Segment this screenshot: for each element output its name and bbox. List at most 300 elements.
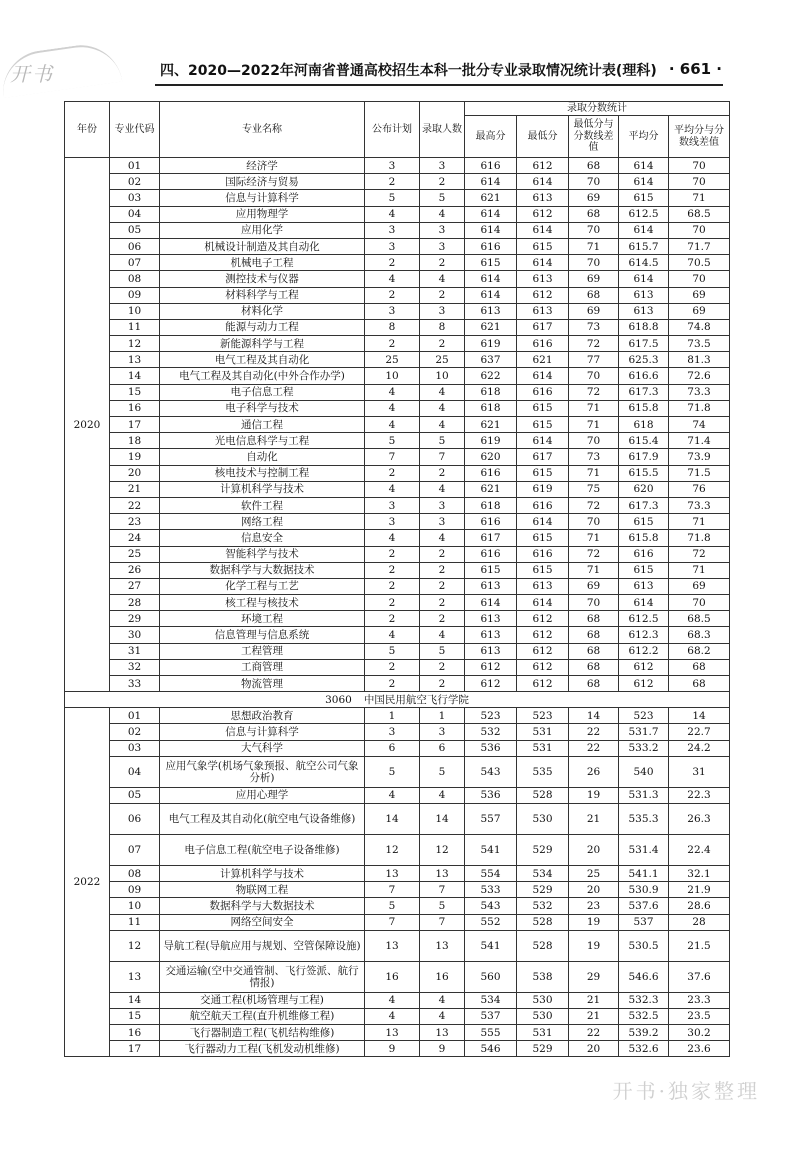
cell-min-diff: 21 (569, 992, 619, 1008)
cell-min: 613 (517, 578, 569, 594)
col-code: 专业代码 (110, 102, 160, 158)
cell-max: 616 (465, 465, 517, 481)
cell-plan: 2 (365, 659, 420, 675)
table-row (65, 611, 730, 627)
cell-min-diff: 70 (569, 174, 619, 190)
cell-avg-diff: 72 (669, 546, 730, 562)
cell-min-diff: 69 (569, 303, 619, 319)
section-2022 (65, 708, 730, 1057)
page-title: 四、2020—2022年河南省普通高校招生本科一批分专业录取情况统计表(理科) (160, 63, 657, 79)
cell-avg-diff: 22.7 (669, 724, 730, 740)
cell-max: 621 (465, 319, 517, 335)
cell-plan: 8 (365, 319, 420, 335)
cell-admitted: 3 (420, 497, 465, 513)
cell-code: 13 (110, 352, 160, 368)
cell-avg-diff: 69 (669, 578, 730, 594)
cell-code: 19 (110, 449, 160, 465)
cell-min-diff: 70 (569, 433, 619, 449)
cell-admitted: 2 (420, 255, 465, 271)
cell-code: 11 (110, 914, 160, 930)
cell-min-diff: 77 (569, 352, 619, 368)
cell-avg-diff: 68 (669, 659, 730, 675)
table-row (65, 930, 730, 961)
cell-name: 材料化学 (160, 303, 365, 319)
table-row (65, 190, 730, 206)
cell-min: 612 (517, 659, 569, 675)
col-avg-diff: 平均分与分数线差值 (669, 116, 730, 158)
cell-plan: 4 (365, 417, 420, 433)
publisher-logo: 开书 (10, 62, 54, 86)
cell-avg-diff: 71.4 (669, 433, 730, 449)
cell-code: 08 (110, 865, 160, 881)
cell-min: 614 (517, 514, 569, 530)
cell-plan: 2 (365, 611, 420, 627)
cell-name: 国际经济与贸易 (160, 174, 365, 190)
cell-min-diff: 70 (569, 595, 619, 611)
cell-admitted: 7 (420, 449, 465, 465)
cell-min-diff: 69 (569, 578, 619, 594)
cell-max: 555 (465, 1025, 517, 1041)
cell-code: 06 (110, 803, 160, 834)
cell-avg: 616 (619, 546, 669, 562)
cell-min-diff: 69 (569, 271, 619, 287)
cell-min: 612 (517, 627, 569, 643)
cell-avg-diff: 73.3 (669, 384, 730, 400)
cell-min-diff: 70 (569, 222, 619, 238)
cell-avg: 532.6 (619, 1041, 669, 1057)
cell-avg-diff: 71 (669, 190, 730, 206)
cell-plan: 9 (365, 1041, 420, 1057)
cell-name: 数据科学与大数据技术 (160, 898, 365, 914)
cell-avg: 614 (619, 222, 669, 238)
cell-avg: 625.3 (619, 352, 669, 368)
cell-avg-diff: 71 (669, 514, 730, 530)
cell-min-diff: 68 (569, 627, 619, 643)
cell-plan: 3 (365, 238, 420, 254)
cell-admitted: 3 (420, 238, 465, 254)
cell-admitted: 2 (420, 595, 465, 611)
table-row (65, 898, 730, 914)
cell-code: 13 (110, 961, 160, 992)
table-row (65, 465, 730, 481)
cell-max: 541 (465, 834, 517, 865)
cell-code: 18 (110, 433, 160, 449)
cell-plan: 7 (365, 449, 420, 465)
section-2020 (65, 158, 730, 692)
cell-max: 613 (465, 303, 517, 319)
cell-code: 12 (110, 336, 160, 352)
cell-min-diff: 68 (569, 611, 619, 627)
cell-max: 536 (465, 740, 517, 756)
cell-code: 10 (110, 898, 160, 914)
cell-code: 07 (110, 255, 160, 271)
cell-min-diff: 20 (569, 1041, 619, 1057)
cell-avg-diff: 30.2 (669, 1025, 730, 1041)
cell-plan: 16 (365, 961, 420, 992)
cell-name: 环境工程 (160, 611, 365, 627)
cell-avg: 615.7 (619, 238, 669, 254)
cell-admitted: 4 (420, 1008, 465, 1024)
cell-code: 24 (110, 530, 160, 546)
cell-name: 信息与计算科学 (160, 190, 365, 206)
cell-name: 飞行器动力工程(飞机发动机维修) (160, 1041, 365, 1057)
cell-avg: 613 (619, 578, 669, 594)
institution-code: 3060 (325, 693, 352, 706)
cell-admitted: 5 (420, 898, 465, 914)
cell-min: 614 (517, 595, 569, 611)
table-row (65, 961, 730, 992)
cell-plan: 5 (365, 756, 420, 787)
cell-min: 616 (517, 546, 569, 562)
cell-code: 15 (110, 1008, 160, 1024)
cell-avg-diff: 22.4 (669, 834, 730, 865)
cell-avg-diff: 68.5 (669, 611, 730, 627)
cell-avg-diff: 70 (669, 222, 730, 238)
cell-admitted: 8 (420, 319, 465, 335)
cell-code: 08 (110, 271, 160, 287)
cell-plan: 5 (365, 643, 420, 659)
cell-code: 32 (110, 659, 160, 675)
cell-max: 543 (465, 756, 517, 787)
cell-admitted: 4 (420, 627, 465, 643)
cell-admitted: 4 (420, 271, 465, 287)
cell-plan: 2 (365, 595, 420, 611)
cell-min-diff: 73 (569, 319, 619, 335)
cell-min: 615 (517, 238, 569, 254)
cell-admitted: 13 (420, 865, 465, 881)
col-min: 最低分 (517, 116, 569, 158)
cell-plan: 4 (365, 992, 420, 1008)
cell-plan: 4 (365, 530, 420, 546)
cell-plan: 2 (365, 465, 420, 481)
cell-min-diff: 68 (569, 643, 619, 659)
cell-avg-diff: 21.5 (669, 930, 730, 961)
table-row (65, 336, 730, 352)
cell-plan: 6 (365, 740, 420, 756)
cell-admitted: 13 (420, 930, 465, 961)
cell-name: 经济学 (160, 158, 365, 174)
cell-code: 11 (110, 319, 160, 335)
cell-avg-diff: 68 (669, 676, 730, 692)
header-rule (155, 84, 723, 86)
cell-code: 31 (110, 643, 160, 659)
cell-min-diff: 21 (569, 1008, 619, 1024)
cell-name: 核电技术与控制工程 (160, 465, 365, 481)
cell-min-diff: 68 (569, 287, 619, 303)
cell-avg: 539.2 (619, 1025, 669, 1041)
cell-avg-diff: 74 (669, 417, 730, 433)
cell-max: 619 (465, 336, 517, 352)
cell-min-diff: 22 (569, 740, 619, 756)
cell-min: 613 (517, 271, 569, 287)
cell-avg-diff: 76 (669, 481, 730, 497)
table-row (65, 914, 730, 930)
table-row (65, 1008, 730, 1024)
cell-min: 615 (517, 400, 569, 416)
cell-plan: 5 (365, 190, 420, 206)
table-row (65, 708, 730, 724)
table-row (65, 255, 730, 271)
cell-admitted: 4 (420, 417, 465, 433)
table-row (65, 803, 730, 834)
cell-admitted: 2 (420, 465, 465, 481)
col-plan: 公布计划 (365, 102, 420, 158)
cell-min-diff: 71 (569, 238, 619, 254)
cell-name: 应用化学 (160, 222, 365, 238)
cell-plan: 5 (365, 433, 420, 449)
cell-min: 528 (517, 787, 569, 803)
cell-max: 560 (465, 961, 517, 992)
cell-code: 10 (110, 303, 160, 319)
table-row (65, 433, 730, 449)
cell-admitted: 2 (420, 546, 465, 562)
cell-plan: 10 (365, 368, 420, 384)
cell-min-diff: 68 (569, 206, 619, 222)
institution-row (65, 692, 730, 708)
cell-admitted: 5 (420, 433, 465, 449)
cell-plan: 2 (365, 578, 420, 594)
cell-plan: 4 (365, 206, 420, 222)
cell-min-diff: 68 (569, 659, 619, 675)
cell-min: 614 (517, 255, 569, 271)
table-row (65, 787, 730, 803)
cell-code: 16 (110, 1025, 160, 1041)
cell-min: 529 (517, 1041, 569, 1057)
cell-plan: 2 (365, 562, 420, 578)
cell-name: 信息管理与信息系统 (160, 627, 365, 643)
table-row (65, 676, 730, 692)
cell-admitted: 2 (420, 287, 465, 303)
cell-min: 528 (517, 930, 569, 961)
cell-name: 光电信息科学与工程 (160, 433, 365, 449)
cell-min: 612 (517, 158, 569, 174)
cell-max: 612 (465, 659, 517, 675)
cell-avg: 537.6 (619, 898, 669, 914)
cell-plan: 13 (365, 930, 420, 961)
cell-min-diff: 71 (569, 562, 619, 578)
cell-max: 616 (465, 158, 517, 174)
cell-min-diff: 19 (569, 930, 619, 961)
cell-max: 618 (465, 384, 517, 400)
cell-min: 532 (517, 898, 569, 914)
cell-admitted: 14 (420, 803, 465, 834)
table-row (65, 174, 730, 190)
cell-avg-diff: 73.3 (669, 497, 730, 513)
cell-avg-diff: 21.9 (669, 882, 730, 898)
table-row (65, 724, 730, 740)
cell-avg-diff: 70 (669, 174, 730, 190)
cell-name: 通信工程 (160, 417, 365, 433)
cell-admitted: 2 (420, 562, 465, 578)
cell-admitted: 6 (420, 740, 465, 756)
cell-min-diff: 70 (569, 255, 619, 271)
cell-max: 614 (465, 206, 517, 222)
cell-name: 大气科学 (160, 740, 365, 756)
cell-admitted: 2 (420, 659, 465, 675)
cell-max: 618 (465, 497, 517, 513)
cell-admitted: 10 (420, 368, 465, 384)
cell-avg-diff: 71.7 (669, 238, 730, 254)
cell-min: 615 (517, 562, 569, 578)
cell-min-diff: 26 (569, 756, 619, 787)
table-row (65, 206, 730, 222)
col-max: 最高分 (465, 116, 517, 158)
cell-max: 621 (465, 417, 517, 433)
cell-admitted: 13 (420, 1025, 465, 1041)
table-row (65, 834, 730, 865)
cell-max: 614 (465, 174, 517, 190)
cell-max: 613 (465, 627, 517, 643)
cell-avg-diff: 68.2 (669, 643, 730, 659)
cell-min: 615 (517, 530, 569, 546)
cell-max: 616 (465, 514, 517, 530)
cell-plan: 3 (365, 497, 420, 513)
table-row (65, 303, 730, 319)
cell-min: 612 (517, 287, 569, 303)
cell-min: 621 (517, 352, 569, 368)
cell-admitted: 5 (420, 643, 465, 659)
cell-min-diff: 14 (569, 708, 619, 724)
cell-code: 27 (110, 578, 160, 594)
cell-plan: 3 (365, 158, 420, 174)
cell-min-diff: 68 (569, 676, 619, 692)
cell-avg: 617.3 (619, 384, 669, 400)
cell-plan: 5 (365, 898, 420, 914)
cell-min: 612 (517, 643, 569, 659)
cell-admitted: 4 (420, 992, 465, 1008)
table-row (65, 546, 730, 562)
table-row (65, 222, 730, 238)
cell-code: 01 (110, 158, 160, 174)
table-row (65, 882, 730, 898)
cell-min: 616 (517, 384, 569, 400)
cell-min: 612 (517, 676, 569, 692)
cell-avg-diff: 71.8 (669, 400, 730, 416)
cell-max: 616 (465, 238, 517, 254)
year-cell: 2022 (65, 708, 110, 1057)
cell-avg: 612.5 (619, 611, 669, 627)
cell-code: 04 (110, 206, 160, 222)
cell-min: 538 (517, 961, 569, 992)
cell-max: 554 (465, 865, 517, 881)
cell-name: 应用气象学(机场气象预报、航空公司气象分析) (160, 756, 365, 787)
cell-min-diff: 21 (569, 803, 619, 834)
cell-avg: 532.3 (619, 992, 669, 1008)
cell-admitted: 4 (420, 206, 465, 222)
cell-avg: 541.1 (619, 865, 669, 881)
table-row (65, 1025, 730, 1041)
cell-max: 546 (465, 1041, 517, 1057)
cell-code: 06 (110, 238, 160, 254)
cell-code: 28 (110, 595, 160, 611)
table-row (65, 756, 730, 787)
cell-min-diff: 72 (569, 336, 619, 352)
cell-min: 614 (517, 433, 569, 449)
cell-min: 531 (517, 724, 569, 740)
cell-name: 网络工程 (160, 514, 365, 530)
cell-code: 22 (110, 497, 160, 513)
cell-min: 617 (517, 319, 569, 335)
table-row (65, 319, 730, 335)
cell-name: 智能科学与技术 (160, 546, 365, 562)
cell-min-diff: 72 (569, 497, 619, 513)
cell-min: 616 (517, 497, 569, 513)
cell-max: 552 (465, 914, 517, 930)
cell-avg: 535.3 (619, 803, 669, 834)
cell-avg-diff: 69 (669, 303, 730, 319)
cell-max: 536 (465, 787, 517, 803)
cell-avg: 530.9 (619, 882, 669, 898)
table-row (65, 514, 730, 530)
cell-name: 应用物理学 (160, 206, 365, 222)
cell-name: 机械设计制造及其自动化 (160, 238, 365, 254)
cell-min-diff: 70 (569, 368, 619, 384)
col-name: 专业名称 (160, 102, 365, 158)
cell-avg: 612 (619, 659, 669, 675)
cell-avg-diff: 74.8 (669, 319, 730, 335)
cell-name: 信息与计算科学 (160, 724, 365, 740)
cell-plan: 1 (365, 708, 420, 724)
cell-avg: 615.5 (619, 465, 669, 481)
cell-avg: 530.5 (619, 930, 669, 961)
cell-plan: 14 (365, 803, 420, 834)
cell-avg-diff: 73.9 (669, 449, 730, 465)
cell-admitted: 4 (420, 400, 465, 416)
cell-min: 612 (517, 611, 569, 627)
table-row (65, 627, 730, 643)
cell-min: 619 (517, 481, 569, 497)
cell-name: 自动化 (160, 449, 365, 465)
cell-admitted: 5 (420, 756, 465, 787)
cell-avg-diff: 22.3 (669, 787, 730, 803)
cell-plan: 7 (365, 882, 420, 898)
cell-avg-diff: 70 (669, 595, 730, 611)
cell-max: 523 (465, 708, 517, 724)
cell-name: 飞行器制造工程(飞机结构维修) (160, 1025, 365, 1041)
cell-min-diff: 68 (569, 158, 619, 174)
cell-min-diff: 20 (569, 882, 619, 898)
cell-plan: 3 (365, 303, 420, 319)
cell-avg-diff: 28 (669, 914, 730, 930)
cell-name: 信息安全 (160, 530, 365, 546)
cell-avg: 618.8 (619, 319, 669, 335)
cell-min-diff: 22 (569, 724, 619, 740)
table-row (65, 352, 730, 368)
page-header (0, 40, 800, 90)
cell-name: 工商管理 (160, 659, 365, 675)
cell-name: 软件工程 (160, 497, 365, 513)
cell-admitted: 9 (420, 1041, 465, 1057)
cell-code: 04 (110, 756, 160, 787)
cell-plan: 7 (365, 914, 420, 930)
cell-admitted: 2 (420, 336, 465, 352)
cell-min-diff: 72 (569, 546, 619, 562)
cell-min: 535 (517, 756, 569, 787)
cell-plan: 4 (365, 627, 420, 643)
cell-plan: 13 (365, 865, 420, 881)
cell-avg: 523 (619, 708, 669, 724)
cell-min: 615 (517, 465, 569, 481)
cell-name: 电子信息工程(航空电子设备维修) (160, 834, 365, 865)
cell-avg-diff: 24.2 (669, 740, 730, 756)
cell-code: 01 (110, 708, 160, 724)
cell-code: 03 (110, 190, 160, 206)
cell-avg: 612.3 (619, 627, 669, 643)
cell-code: 17 (110, 1041, 160, 1057)
cell-min: 613 (517, 190, 569, 206)
cell-min-diff: 71 (569, 417, 619, 433)
cell-name: 电气工程及其自动化(航空电气设备维修) (160, 803, 365, 834)
